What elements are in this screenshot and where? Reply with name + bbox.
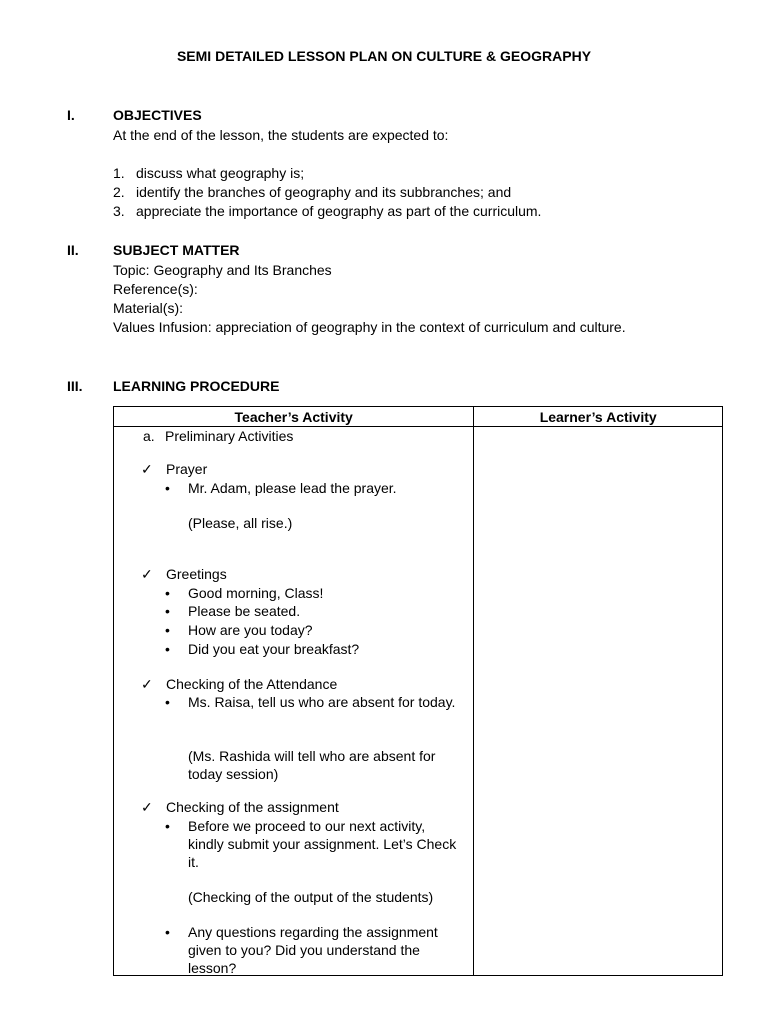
checkmark-icon: ✓ bbox=[141, 461, 153, 477]
section-heading-objectives: OBJECTIVES bbox=[113, 107, 202, 123]
activity-assignment: Checking of the assignment bbox=[166, 799, 339, 815]
bullet-icon: • bbox=[165, 641, 170, 657]
objective-number: 3. bbox=[113, 203, 125, 219]
objective-item: identify the branches of geography and its subbranches; and bbox=[136, 184, 512, 200]
objectives-intro: At the end of the lesson, the students are expected to: bbox=[113, 127, 449, 143]
checkmark-icon: ✓ bbox=[141, 799, 153, 815]
bullet-icon: • bbox=[165, 694, 170, 710]
learner-activity-cell bbox=[474, 427, 723, 976]
section-heading-subject-matter: SUBJECT MATTER bbox=[113, 242, 240, 258]
procedure-table bbox=[113, 406, 723, 976]
preliminary-label: Preliminary Activities bbox=[165, 428, 294, 444]
greeting-line: Did you eat your breakfast? bbox=[188, 641, 360, 657]
bullet-icon: • bbox=[165, 622, 170, 638]
activity-attendance: Checking of the Attendance bbox=[166, 676, 338, 692]
objective-item: appreciate the importance of geography as part of the curriculum. bbox=[136, 203, 542, 219]
teacher-activity-cell bbox=[114, 427, 474, 976]
subject-materials: Material(s): bbox=[113, 300, 184, 316]
activity-prayer: Prayer bbox=[166, 461, 208, 477]
section-number-objectives: I. bbox=[67, 107, 75, 123]
prayer-instruction: Mr. Adam, please lead the prayer. bbox=[188, 480, 397, 496]
prayer-note: (Please, all rise.) bbox=[188, 515, 293, 531]
column-header-learner: Learner’s Activity bbox=[474, 407, 723, 427]
column-header-teacher: Teacher’s Activity bbox=[114, 407, 474, 427]
greeting-line: How are you today? bbox=[188, 622, 313, 638]
bullet-icon: • bbox=[165, 585, 170, 601]
greeting-line: Good morning, Class! bbox=[188, 585, 324, 601]
greeting-line: Please be seated. bbox=[188, 603, 301, 619]
checkmark-icon: ✓ bbox=[141, 676, 153, 692]
subject-references: Reference(s): bbox=[113, 281, 198, 297]
preliminary-letter: a. bbox=[143, 428, 155, 444]
bullet-icon: • bbox=[165, 924, 170, 940]
subject-values-infusion: Values Infusion: appreciation of geography in the context of curriculum and culture. bbox=[113, 319, 626, 335]
activity-greetings: Greetings bbox=[166, 566, 227, 582]
assignment-question: Any questions regarding the assignment given to you? Did you understand the lesson? bbox=[188, 924, 438, 976]
attendance-instruction: Ms. Raisa, tell us who are absent for today. bbox=[188, 694, 456, 710]
objective-number: 2. bbox=[113, 184, 125, 200]
assignment-note: (Checking of the output of the students) bbox=[188, 889, 434, 905]
bullet-icon: • bbox=[165, 480, 170, 496]
section-number-subject-matter: II. bbox=[67, 242, 79, 258]
bullet-icon: • bbox=[165, 603, 170, 619]
section-number-procedure: III. bbox=[67, 378, 83, 394]
checkmark-icon: ✓ bbox=[141, 566, 153, 582]
document-title: SEMI DETAILED LESSON PLAN ON CULTURE & GEOGRAPHY bbox=[176, 48, 592, 64]
assignment-instruction: Before we proceed to our next activity, kindly submit your assignment. Let’s Check it. bbox=[188, 818, 457, 870]
section-heading-procedure: LEARNING PROCEDURE bbox=[113, 378, 280, 394]
attendance-note: (Ms. Rashida will tell who are absent for today session) bbox=[188, 748, 436, 782]
objective-number: 1. bbox=[113, 165, 125, 181]
bullet-icon: • bbox=[165, 818, 170, 834]
objective-item: discuss what geography is; bbox=[136, 165, 305, 181]
subject-topic: Topic: Geography and Its Branches bbox=[113, 262, 332, 278]
